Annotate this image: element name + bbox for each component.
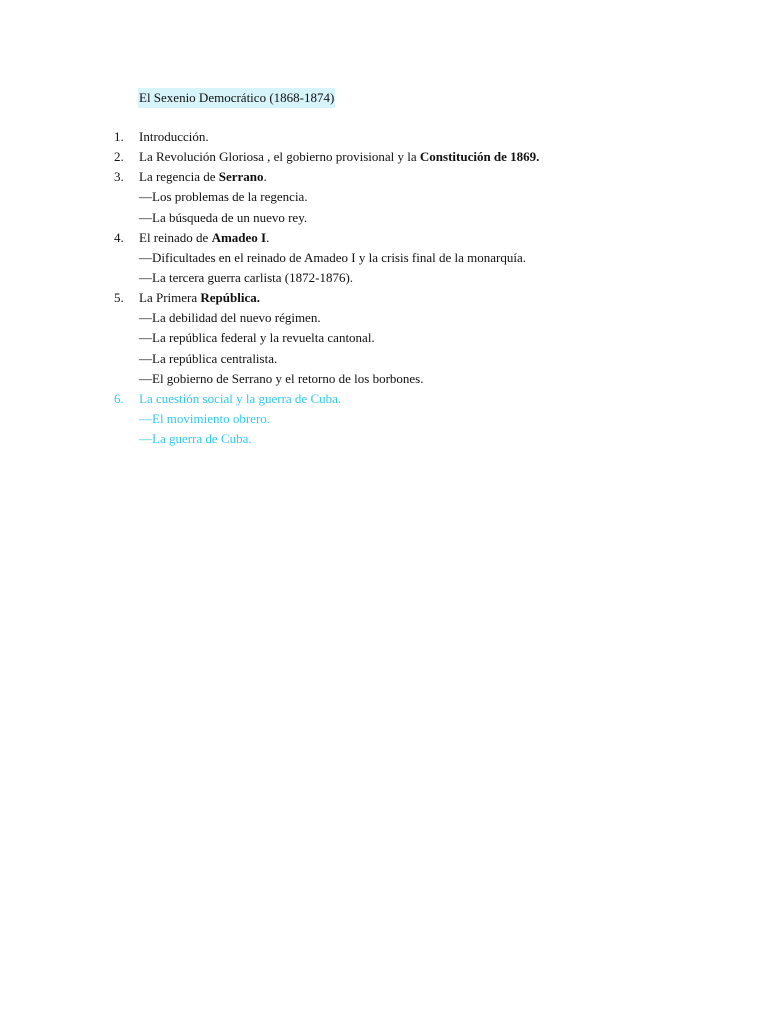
item-number: 5. (114, 290, 124, 306)
outline-subitem (0, 429, 768, 449)
outline-subitem (0, 409, 768, 429)
outline-item (0, 147, 768, 167)
item-text (139, 127, 209, 147)
item-text (139, 369, 423, 389)
item-number: 4. (114, 229, 124, 245)
text-segment: —El gobierno de Serrano y el retorno de los borbones. (139, 370, 424, 386)
outline-subitem (0, 248, 768, 268)
item-text (139, 328, 375, 348)
item-text (139, 228, 269, 248)
outline-item (0, 127, 768, 147)
text-segment: —Los problemas de la regencia. (139, 189, 308, 205)
item-text (139, 409, 270, 429)
item-text (139, 389, 341, 409)
item-text (139, 288, 260, 308)
item-text (139, 349, 277, 369)
outline-subitem (0, 328, 768, 348)
text-segment: —La debilidad del nuevo régimen. (139, 310, 321, 326)
text-segment: —Dificultades en el reinado de Amadeo I y la crisis final de la monarquía. (139, 249, 526, 265)
item-text (139, 187, 308, 207)
item-text (139, 429, 252, 449)
outline-item (0, 167, 768, 187)
outline-item (0, 389, 768, 409)
bold-text: República. (200, 290, 260, 306)
bold-text: Serrano (218, 169, 264, 185)
text-segment: Introducción. (139, 129, 209, 144)
text-segment: La Revolución Gloriosa , el gobierno provisional y la (139, 149, 420, 165)
item-number: 1. (114, 129, 124, 144)
text-segment: —La guerra de Cuba. (139, 431, 252, 447)
text-segment: —El movimiento obrero. (139, 410, 271, 426)
item-text (139, 308, 321, 328)
item-text (139, 167, 267, 187)
item-number: 2. (114, 149, 124, 165)
outline-subitem (0, 268, 768, 288)
text-segment: . (263, 169, 267, 185)
text-segment: . (266, 229, 270, 245)
bold-text: Constitución de 1869. (419, 149, 540, 165)
outline-subitem (0, 187, 768, 207)
outline-subitem (0, 349, 768, 369)
outline-subitem (0, 208, 768, 228)
item-text (139, 147, 539, 167)
outline-subitem (0, 369, 768, 389)
item-text (139, 208, 307, 228)
text-segment: La regencia de (139, 169, 219, 185)
item-number: 3. (114, 169, 124, 185)
bold-text: Amadeo I (211, 229, 267, 245)
item-text (139, 248, 526, 268)
text-segment: —La república federal y la revuelta cantonal. (139, 330, 375, 346)
text-segment: —La búsqueda de un nuevo rey. (139, 209, 308, 225)
text-segment: —La república centralista. (139, 350, 278, 366)
text-segment: La Primera (139, 290, 201, 306)
outline-subitem (0, 308, 768, 328)
text-segment: —La tercera guerra carlista (1872-1876). (139, 269, 354, 285)
outline-list (0, 127, 768, 449)
outline-item (0, 228, 768, 248)
item-text (139, 268, 353, 288)
text-segment: La cuestión social y la guerra de Cuba. (139, 390, 342, 406)
text-segment: El reinado de (139, 229, 212, 245)
document-title: El Sexenio Democrático (1868-1874) (138, 88, 335, 108)
item-number: 6. (114, 390, 124, 406)
outline-item (0, 288, 768, 308)
